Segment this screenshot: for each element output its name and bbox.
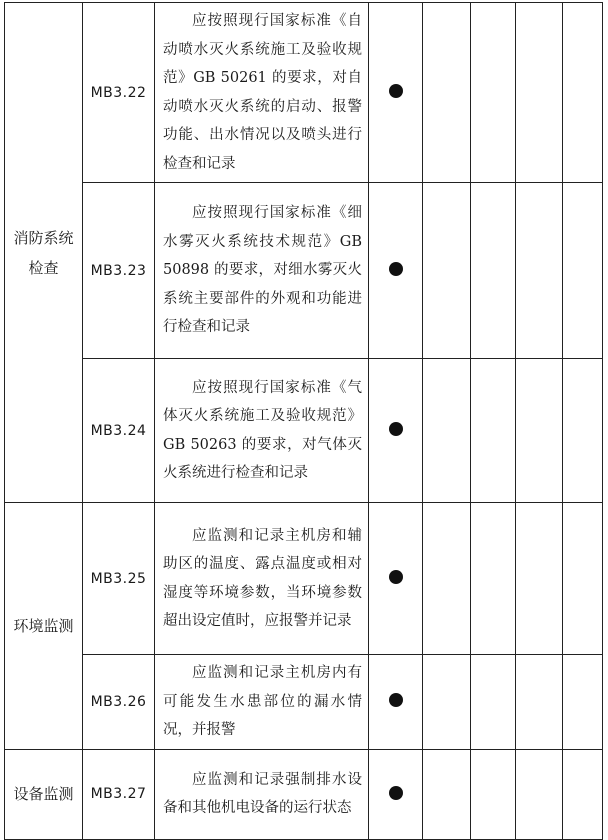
bullet-icon [389,84,403,98]
empty-cell [563,655,603,750]
category-label: 设备监测 [13,785,74,803]
category-label: 消防系统 检查 [13,228,74,277]
bullet-icon [389,262,403,276]
code-cell: MB3.25 [83,503,155,655]
empty-cell [516,749,563,839]
requirement-text: 应监测和记录强制排水设备和其他机电设备的运行状态 [155,749,369,839]
applicable-mark-cell [369,183,423,359]
requirement-text: 应按照现行国家标准《自动喷水灭火系统施工及验收规范》GB 50261 的要求，对自动喷水灭火系统的启动、报警功能、出水情况以及喷头进行检查和记录 [155,3,369,183]
category-label: 环境监测 [13,616,74,635]
empty-cell [471,183,516,359]
empty-cell [563,749,603,839]
requirement-text: 应监测和记录主机房和辅助区的温度、露点温度或相对湿度等环境参数，当环境参数超出设定值时，应报警并记录 [155,503,369,655]
requirements-table [4,2,603,840]
empty-cell [423,183,471,359]
category-cell [5,749,83,839]
empty-cell [516,3,563,183]
bullet-icon [389,693,403,707]
empty-cell [563,3,603,183]
table-row [5,503,603,655]
empty-cell [423,749,471,839]
table-row [5,359,603,503]
table-row [5,749,603,839]
empty-cell [516,359,563,503]
code-cell: MB3.27 [83,749,155,839]
bullet-icon [389,786,403,800]
empty-cell [516,183,563,359]
requirement-text: 应监测和记录主机房内有可能发生水患部位的漏水情况，并报警 [155,655,369,750]
code-cell: MB3.26 [83,655,155,750]
applicable-mark-cell [369,359,423,503]
code-cell: MB3.24 [83,359,155,503]
empty-cell [516,655,563,750]
code-cell: MB3.22 [83,3,155,183]
empty-cell [471,655,516,750]
applicable-mark-cell [369,655,423,750]
empty-cell [423,503,471,655]
category-cell [5,503,83,750]
empty-cell [516,503,563,655]
empty-cell [471,503,516,655]
empty-cell [471,359,516,503]
empty-cell [563,183,603,359]
requirement-text: 应按照现行国家标准《气体灭火系统施工及验收规范》GB 50263 的要求，对气体灭火系统进行检查和记录 [155,359,369,503]
empty-cell [423,359,471,503]
applicable-mark-cell [369,749,423,839]
empty-cell [563,503,603,655]
bullet-icon [389,570,403,584]
bullet-icon [389,422,403,436]
empty-cell [423,3,471,183]
requirement-text: 应按照现行国家标准《细水雾灭火系统技术规范》GB 50898 的要求，对细水雾灭火系统主要部件的外观和功能进行检查和记录 [155,183,369,359]
empty-cell [471,3,516,183]
table-row [5,655,603,750]
table-row [5,183,603,359]
empty-cell [563,359,603,503]
applicable-mark-cell [369,3,423,183]
applicable-mark-cell [369,503,423,655]
empty-cell [471,749,516,839]
table-row [5,3,603,183]
category-cell [5,3,83,503]
code-cell: MB3.23 [83,183,155,359]
empty-cell [423,655,471,750]
